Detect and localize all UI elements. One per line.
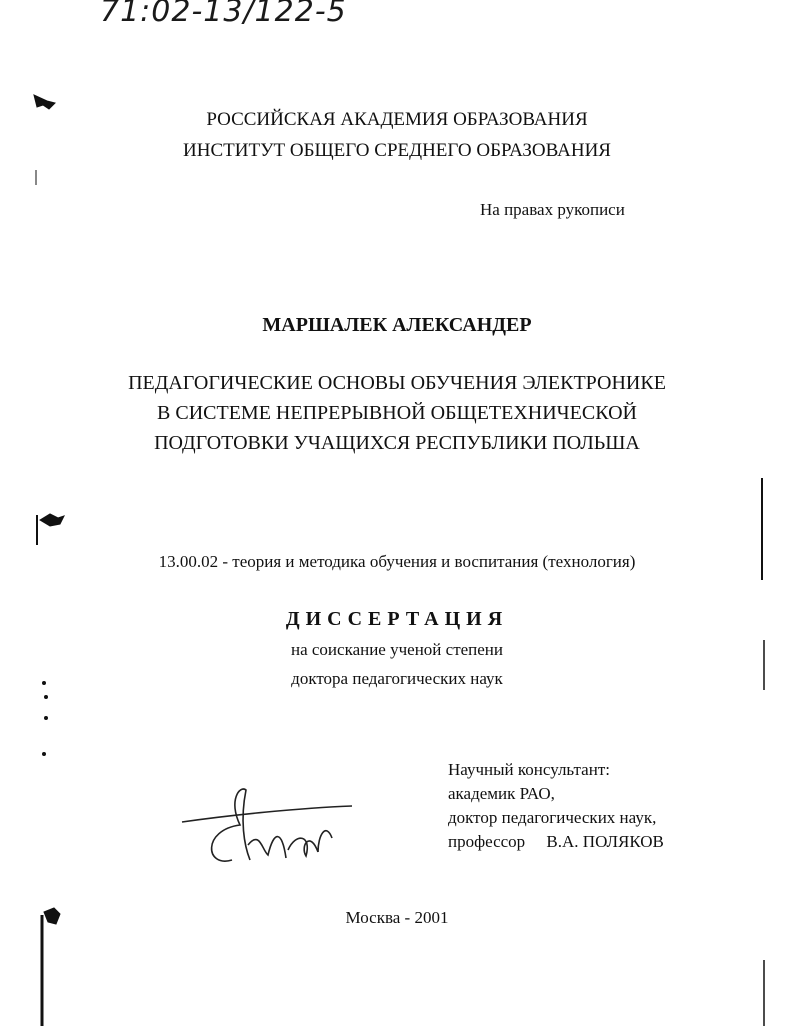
title-line2: В СИСТЕМЕ НЕПРЕРЫВНОЙ ОБЩЕТЕХНИЧЕСКОЙ (157, 402, 637, 424)
consultant-label: Научный консультант: (448, 760, 610, 779)
consultant-rank: академик РАО, (448, 784, 555, 803)
degree-line2: доктора педагогических наук (291, 669, 503, 688)
organization-line1: РОССИЙСКАЯ АКАДЕМИЯ ОБРАЗОВАНИЯ (206, 109, 588, 130)
author-name: МАРШАЛЕК АЛЕКСАНДЕР (262, 314, 532, 336)
title-line3: ПОДГОТОВКИ УЧАЩИХСЯ РЕСПУБЛИКИ ПОЛЬША (154, 432, 640, 454)
consultant-name: профессор В.А. ПОЛЯКОВ (448, 832, 664, 851)
consultant-degree: доктор педагогических наук, (448, 808, 657, 827)
degree-line1: на соискание ученой степени (290, 640, 504, 659)
manuscript-note: На правах рукописи (480, 200, 625, 219)
specialty-code: 13.00.02 - теория и методика обучения и воспитания (технология) (158, 552, 636, 571)
archive-number: 71:02-13/122-5 (100, 0, 347, 29)
organization-line2: ИНСТИТУТ ОБЩЕГО СРЕДНЕГО ОБРАЗОВАНИЯ (183, 140, 611, 161)
signature (182, 789, 352, 861)
document-type: ДИССЕРТАЦИЯ (285, 608, 509, 630)
title-line1: ПЕДАГОГИЧЕСКИЕ ОСНОВЫ ОБУЧЕНИЯ ЭЛЕКТРОНИКЕ (128, 372, 666, 394)
city-year: Москва - 2001 (345, 908, 449, 927)
